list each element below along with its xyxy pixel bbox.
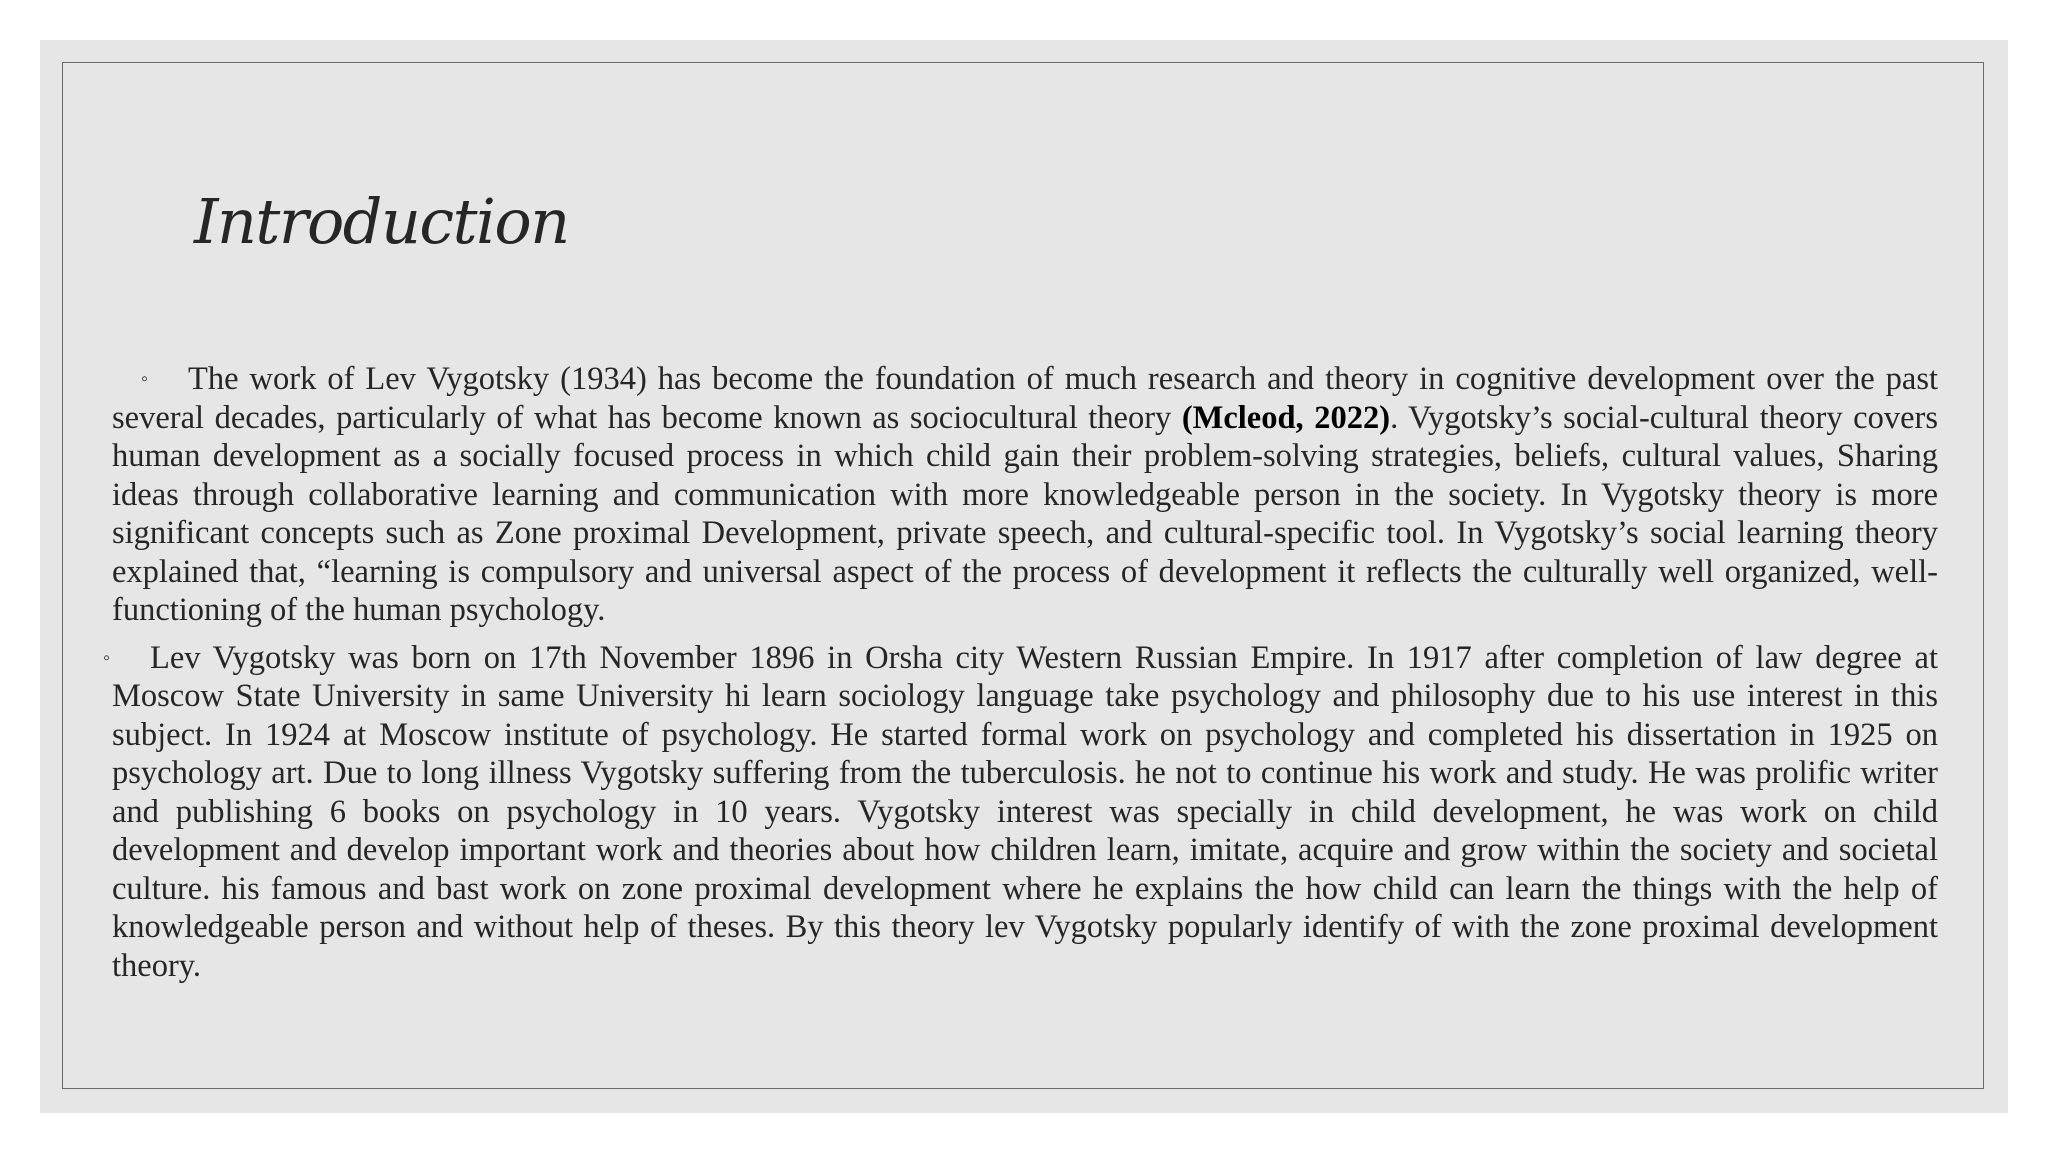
bullet-paragraph-2	[103, 639, 1938, 986]
bullet-circle-icon: ◦	[103, 646, 111, 669]
bullet-list	[103, 360, 1938, 994]
paragraph-2-text: Lev Vygotsky was born on 17th November 1896 in Orsha city Western Russian Empire. In 1917 after completion of law degree at Moscow State University in same University hi learn sociology language take psychology and philosophy due to his use interest in this subject. In 1924 at Moscow institute of psychology. He started formal work on psychology and completed his dissertation in 1925 on psychology art. Due to long illness Vygotsky suffering from the tuberculosis. he not to continue his work and study. He was prolific writer and publishing 6 books on psychology in 10 years. Vygotsky interest was specially in child development, he was work on child development and develop important work and theories about how children learn, imitate, acquire and grow within the society and societal culture. his famous and bast work on zone proximal development where he explains the how child can learn the things with the help of knowledgeable person and without help of theses. By this theory lev Vygotsky popularly identify of with the zone proximal development theory.	[112, 639, 1938, 984]
paragraph-1-text-end: . Vygotsky’s social-cultural theory covers human development as a socially focused process in which child gain their problem-solving strategies, beliefs, cultural values, Sharing ideas through collaborative learning and communication with more knowledgeable person in the society. In Vygotsky theory is more significant concepts such as Zone proximal Development, private speech, and cultural-specific tool. In Vygotsky’s social learning theory explained that, “learning is compulsory and universal aspect of the process of development it reflects the culturally well organized, well-functioning of the human psychology.	[112, 399, 1938, 628]
slide-title: Introduction	[194, 185, 569, 258]
bullet-paragraph-1	[112, 360, 1938, 630]
paragraph-1-text-start: The work of Lev Vygotsky (1934) has become the foundation of much research and theory in cognitive development over the past several decades, particularly of what has become known as sociocultural theory	[112, 361, 1938, 436]
slide	[40, 40, 2008, 1113]
bullet-circle-icon: ◦	[141, 368, 149, 390]
paragraph-1-citation: (Mcleod, 2022)	[1181, 399, 1391, 436]
